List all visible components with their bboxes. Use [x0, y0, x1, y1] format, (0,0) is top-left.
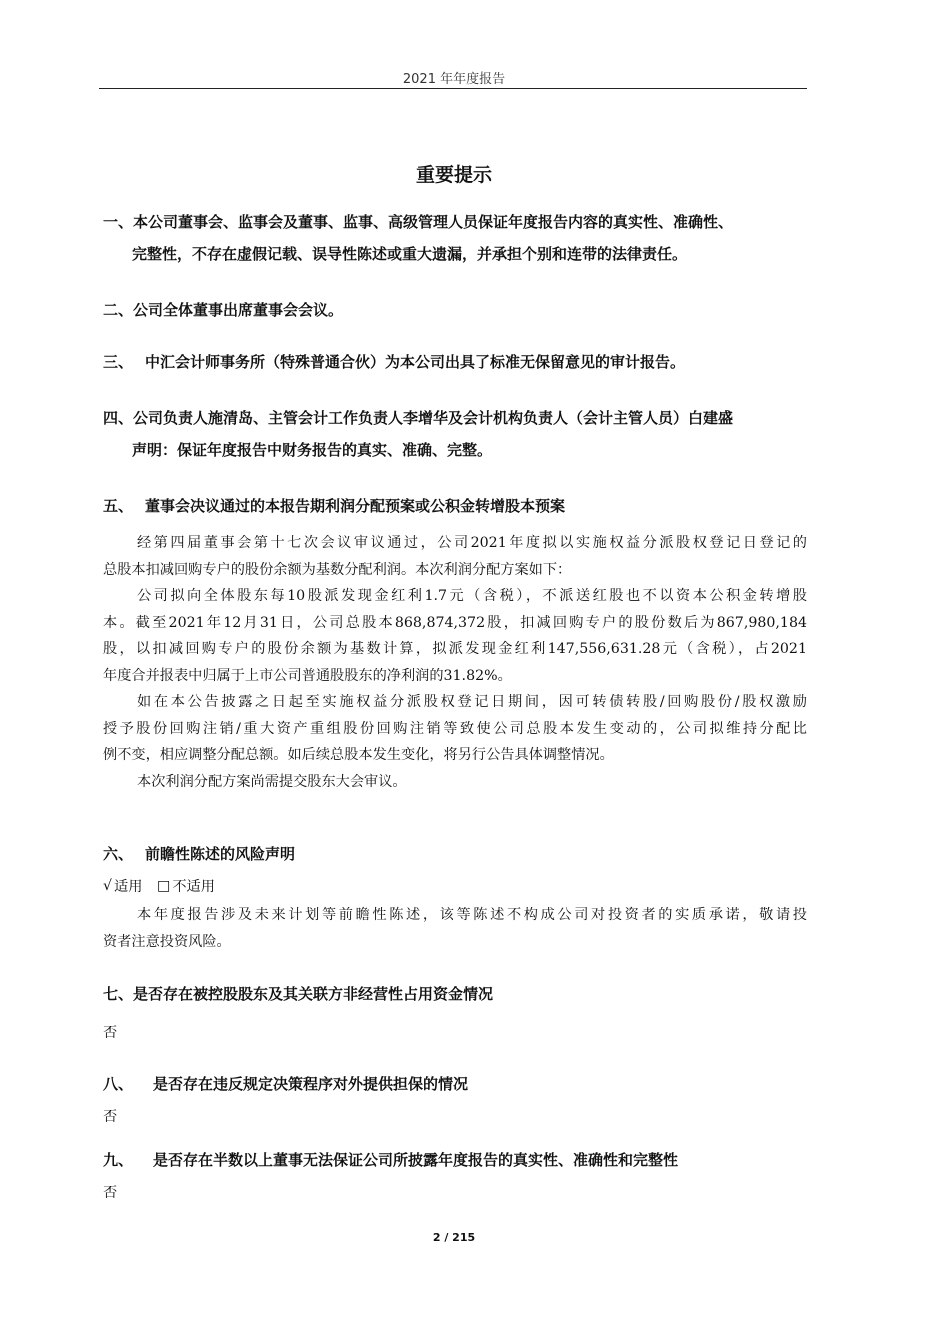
item-text: 董事会决议通过的本报告期利润分配预案或公积金转增股本预案 [145, 497, 566, 515]
item-text: 公司全体董事出席董事会会议。 [133, 301, 344, 319]
option-applicable [103, 876, 142, 896]
page-number: 2 / 215 [432, 1231, 476, 1244]
item-text: 是否存在半数以上董事无法保证公司所披露年度报告的真实性、准确性和完整性 [153, 1151, 679, 1169]
item-six [103, 838, 823, 870]
item-number: 二、 [103, 301, 134, 319]
option-not-applicable [157, 876, 215, 896]
item-eight [103, 1068, 823, 1100]
item-number: 九、 [103, 1151, 134, 1169]
paragraph-line: 如在本公告披露之日起至实施权益分派股权登记日期间，因可转债转股/回购股份/股权激励 [137, 694, 807, 710]
item-number: 五、 [103, 497, 134, 515]
paragraph-line: 资者注意投资风险。 [103, 933, 231, 950]
item-one [103, 206, 823, 270]
item-number: 八、 [103, 1075, 134, 1093]
paragraph-line: 总股本扣减回购专户的股份余额为基数分配利润。本次利润分配方案如下： [103, 561, 572, 578]
header-rule [99, 88, 807, 89]
empty-checkbox-icon: □ [156, 878, 171, 894]
item-text: 是否存在被控股股东及其关联方非经营性占用资金情况 [133, 985, 494, 1003]
answer-nine: 否 [103, 1185, 118, 1201]
item-text: 前瞻性陈述的风险声明 [145, 845, 296, 863]
item-five [103, 490, 823, 522]
paragraph-line: 股，以扣减回购专户的股份余额为基数计算，拟派发现金红利147,556,631.28元（含税），占2021 [103, 641, 807, 657]
paragraph-line: 本。截至2021年12月31日，公司总股本868,874,372股，扣减回购专户的股份数后为867,980,184 [103, 614, 807, 631]
applicability-options [103, 876, 225, 896]
option-label: 不适用 [172, 879, 215, 895]
item-text: 是否存在违反规定决策程序对外提供担保的情况 [153, 1075, 469, 1093]
item-text-continued: 完整性，不存在虚假记载、误导性陈述或重大遗漏，并承担个别和连带的法律责任。 [132, 245, 688, 263]
page-title: 重要提示 [415, 164, 492, 186]
running-header: 2021 年年度报告 [402, 72, 506, 87]
paragraph-line: 例不变，相应调整分配总额。如后续总股本发生变化，将另行公告具体调整情况。 [103, 747, 614, 763]
checkmark-icon: √ [103, 878, 113, 894]
answer-eight: 否 [103, 1109, 118, 1125]
paragraph-line: 公司拟向全体股东每10股派发现金红利1.7元（含税），不派送红股也不以资本公积金转增股 [137, 588, 807, 604]
item-text: 本公司董事会、监事会及董事、监事、高级管理人员保证年度报告内容的真实性、准确性、 [133, 213, 734, 231]
item-text: 公司负责人施清岛、主管会计工作负责人李增华及会计机构负责人（会计主管人员）白建盛 [133, 409, 734, 427]
profit-distribution-body [103, 530, 807, 795]
paragraph-line: 授予股份回购注销/重大资产重组股份回购注销等致使公司总股本发生变动的，公司拟维持分配比 [103, 720, 807, 737]
item-text: 中汇会计师事务所（特殊普通合伙）为本公司出具了标准无保留意见的审计报告。 [145, 353, 686, 371]
item-seven [103, 978, 823, 1010]
answer-seven: 否 [103, 1025, 118, 1041]
paragraph-line: 本年度报告涉及未来计划等前瞻性陈述，该等陈述不构成公司对投资者的实质承诺，敬请投 [137, 907, 807, 923]
item-number: 七、 [103, 985, 134, 1003]
item-nine [103, 1144, 823, 1176]
item-text-continued: 声明：保证年度报告中财务报告的真实、准确、完整。 [132, 441, 493, 459]
item-number: 四、 [103, 409, 134, 427]
item-three [103, 346, 823, 378]
item-number: 三、 [103, 353, 134, 371]
item-number: 一、 [103, 213, 134, 231]
option-label: 适用 [114, 879, 143, 895]
paragraph-line: 经第四届董事会第十七次会议审议通过，公司2021年度拟以实施权益分派股权登记日登记的 [137, 535, 807, 551]
item-four [103, 402, 823, 466]
item-number: 六、 [103, 845, 134, 863]
paragraph-line: 年度合并报表中归属于上市公司普通股股东的净利润的31.82%。 [103, 667, 512, 684]
item-two [103, 294, 823, 326]
forward-looking-body [103, 902, 807, 955]
paragraph-line: 本次利润分配方案尚需提交股东大会审议。 [137, 773, 407, 790]
